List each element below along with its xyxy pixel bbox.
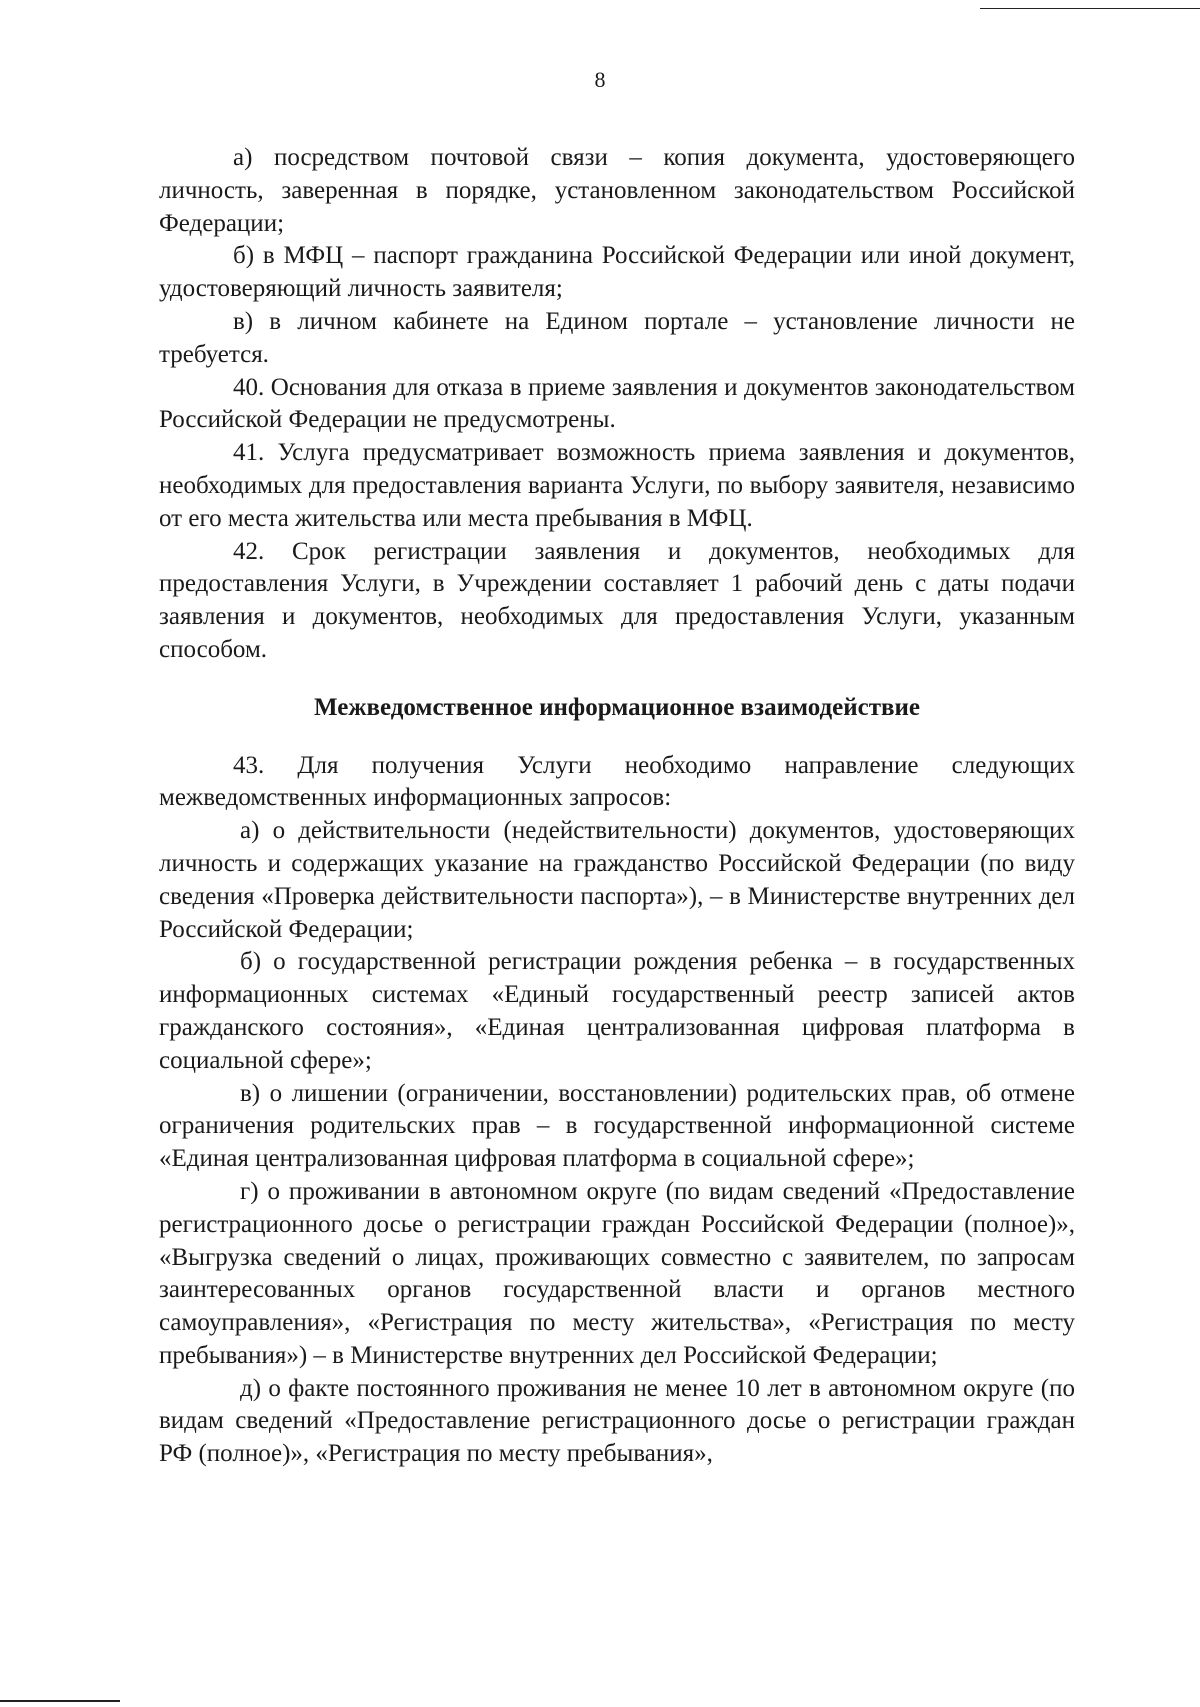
page-number: 8 <box>594 67 606 92</box>
paragraph-item-b: б) в МФЦ – паспорт гражданина Российской Федерации или иной документ, удостоверяющий личность заявителя; <box>159 242 1075 303</box>
paragraph-43-item-b: б) о государственной регистрации рождения ребенка – в государственных информационных системах «Единый государственный реестр записей актов гражданского состояния», «Единая централизованная цифровая платформа в социальной сфере»; <box>159 948 1075 1074</box>
paragraph-40: 40. Основания для отказа в приеме заявления и документов законодательством Российской Федерации не предусмотрены. <box>159 373 1075 434</box>
paragraph-43: 43. Для получения Услуги необходимо направление следующих межведомственных информационных запросов: <box>159 751 1075 812</box>
paragraph-42: 42. Срок регистрации заявления и документов, необходимых для предоставления Услуги, в Учреждении составляет 1 рабочий день с даты подачи заявления и документов, необходимых для предоставления Услуги, указанным способом. <box>159 537 1075 663</box>
paragraph-43-item-g: г) о проживании в автономном округе (по видам сведений «Предоставление регистрационного досье о регистрации граждан Российской Федерации (полное)», «Выгрузка сведений о лицах, проживающих совместно с заявителем, по запросам заинтересованных органов государственной власти и органов местного самоуправления», «Регистрация по месту жительства», «Регистрация по месту пребывания») – в Министерстве внутренних дел Российской Федерации; <box>159 1177 1075 1369</box>
paragraph-43-item-v: в) о лишении (ограничении, восстановлении) родительских прав, об отмене ограничения родительских прав – в государственной информационной системе «Единая централизованная цифровая платформа в социальной сфере»; <box>159 1079 1075 1173</box>
paragraph-item-a: а) посредством почтовой связи – копия документа, удостоверяющего личность, заверенная в порядке, установленном законодательством Российской Федерации; <box>159 144 1075 237</box>
paragraph-43-item-a: а) о действительности (недействительности) документов, удостоверяющих личность и содержащих указание на гражданство Российской Федерации (по виду сведения «Проверка действительности паспорта»), – в Министерстве внутренних дел Российской Федерации; <box>159 817 1075 943</box>
scan-artifact-top-line <box>980 8 1200 9</box>
section-heading: Межведомственное информационное взаимодействие <box>314 693 920 721</box>
paragraph-item-v: в) в личном кабинете на Едином портале – установление личности не требуется. <box>159 307 1075 368</box>
scan-artifact-bottom-line <box>0 1700 120 1702</box>
paragraph-43-item-d: д) о факте постоянного проживания не менее 10 лет в автономном округе (по видам сведений «Предоставление регистрационного досье о регистрации граждан РФ (полное)», «Регистрация по месту пребывания», <box>159 1374 1075 1468</box>
paragraph-41: 41. Услуга предусматривает возможность приема заявления и документов, необходимых для предоставления варианта Услуги, по выбору заявителя, независимо от его места жительства или места пребывания в МФЦ. <box>159 439 1075 532</box>
document-body <box>159 142 1075 1471</box>
